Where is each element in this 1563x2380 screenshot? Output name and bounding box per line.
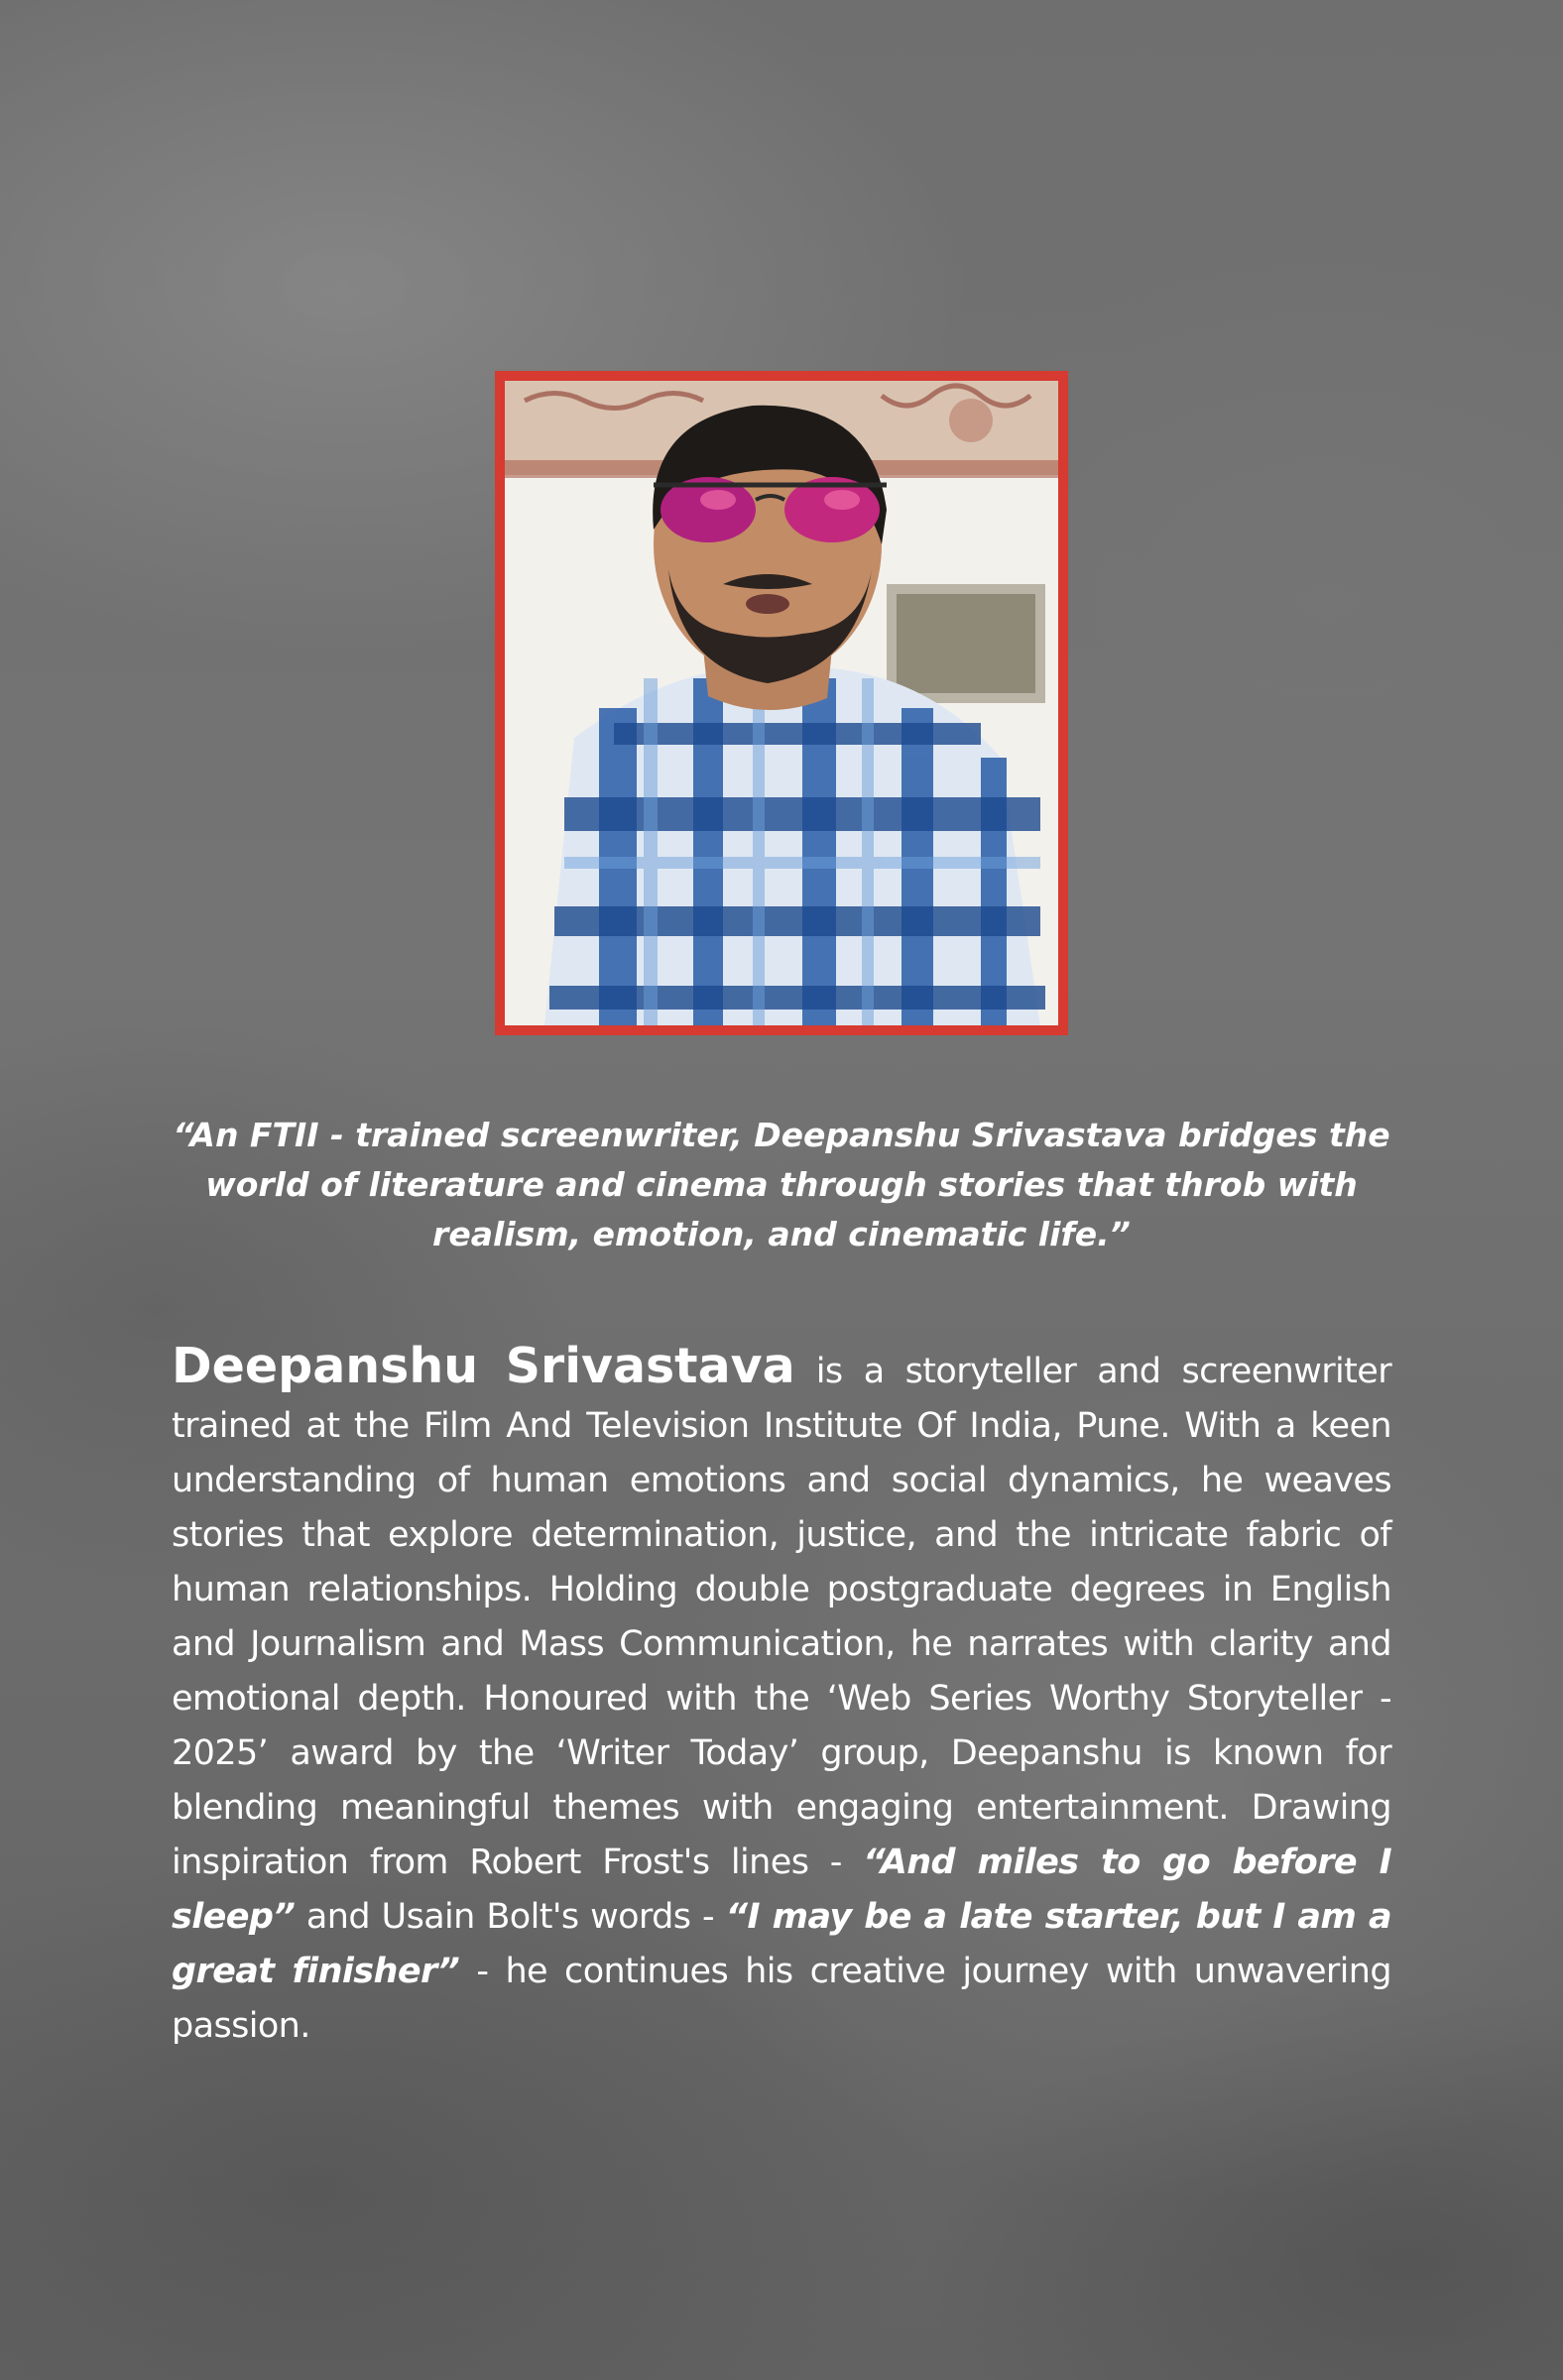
author-photo — [495, 371, 1068, 1035]
bio-text-part-1: is a storyteller and screenwriter trained at the Film And Television Institute Of India, Pune. With a keen understanding of human emotions and social dynamics, he weaves stories that explore determination, justice, and the intricate fabric of human relationships. Holding double postgraduate degrees in English and Journalism and Mass Communication, he narrates with clarity and emotional depth. Honoured with the ‘Web Series Worthy Storyteller - 2025’ award by the ‘Writer Today’ group, Deepanshu is known for blending meaningful themes with engaging entertainment. Drawing inspiration from Robert Frost's lines - — [172, 1352, 1391, 1882]
frost-quote: “And miles to go before I sleep” — [172, 1843, 1391, 1937]
author-name: Deepanshu Srivastava — [172, 1338, 795, 1394]
pull-quote: “An FTII - trained screenwriter, Deepanshu Srivastava bridges the world of literature and cinema through stories that throb with realism, emotion, and cinematic life.” — [173, 1116, 1390, 1253]
bolt-quote: “I may be a late starter, but I am a great finisher” — [172, 1897, 1391, 1991]
author-portrait-image — [505, 381, 1058, 1025]
author-bio — [172, 1339, 1391, 2054]
bio-text-part-3: - he continues his creative journey with unwavering passion. — [172, 1952, 1391, 2046]
bio-text-part-2: and Usain Bolt's words - — [295, 1897, 726, 1937]
